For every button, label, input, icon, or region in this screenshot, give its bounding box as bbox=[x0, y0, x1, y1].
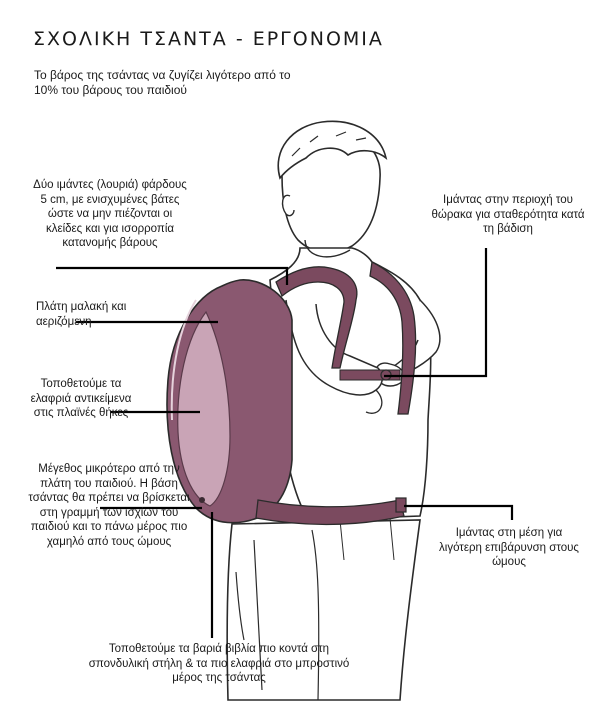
callout-heavy-books: Τοποθετούμε τα βαριά βιβλία πιο κοντά στη σπονδυλική στήλη & τα πιο ελαφριά στο μπροστινό μέρος της τσάντας bbox=[88, 643, 350, 684]
callout-straps: Δύο ιμάντες (λουριά) φάρδους 5 cm, με ενισχυμένες βάτες ώστε να μην πιέζονται οι κλείδες και για ισορροπία κατανομής βάρους bbox=[33, 179, 187, 249]
page-subtitle: Το βάρος της τσάντας να ζυγίζει λιγότερο από το 10% του βάρους του παιδιού bbox=[34, 68, 291, 97]
callout-size-position: Μέγεθος μικρότερο από την πλάτη του παιδιού. Η βάση τσάντας θα πρέπει να βρίσκεται στη γραμμή των ισχίων του παιδιού και το πάνω μέρος πιο χαμηλό από τους ώμους bbox=[28, 463, 190, 548]
callout-waist-strap: Ιμάντας στη μέση για λιγότερη επιβάρυνση στους ώμους bbox=[439, 527, 579, 568]
callout-back-padding: Πλάτη μαλακή και αεριζόμενη bbox=[36, 301, 127, 328]
callout-chest-strap: Ιμάντας στην περιοχή του θώρακα για σταθερότητα κατά τη βάδιση bbox=[431, 194, 585, 235]
page-title: ΣΧΟΛΙΚΗ ΤΣΑΝΤΑ - ΕΡΓΟΝΟΜΙΑ bbox=[33, 28, 384, 50]
callout-side-pockets: Τοποθετούμε τα ελαφριά αντικείμενα στις πλαϊνές θήκες bbox=[30, 378, 132, 419]
